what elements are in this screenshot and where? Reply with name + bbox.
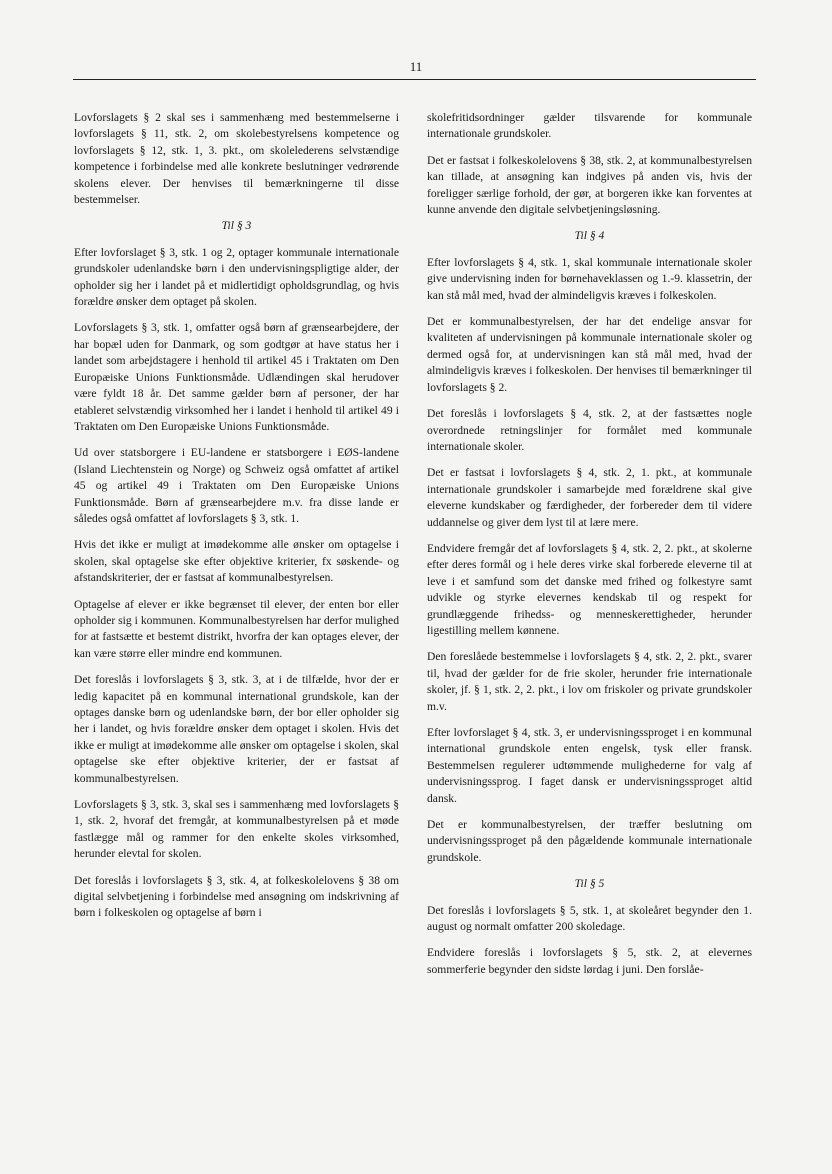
paragraph: Det er kommunalbestyrelsen, der har det endelige ansvar for kvaliteten af undervisningen på kommunale internationale skoler og dermed også for, at undervisningen kan stå mål med, hvad der almindeligvis kræves i folkeskolen. Der henvises til bemærkninger til lovforslagets § 2. bbox=[427, 315, 752, 394]
paragraph: Lovforslagets § 3, stk. 1, omfatter også børn af grænsearbejdere, der har bopæl uden for Danmark, og som godtgør at have status her i landet som arbejdstagere i henhold til artikel 45 i Traktaten om Den Europæiske Unions Funktionsmåde. Udlændingen skal herudover være fyldt 18 år. Det samme gælder børn af personer, der har etableret selvstændig virksomhed her i landet i henhold til artikel 49 i Traktaten om Den Europæiske Unions Funktionsmåde. bbox=[74, 321, 399, 433]
paragraph: Endvidere foreslås i lovforslagets § 5, stk. 2, at elevernes sommerferie begynder den sidste lørdag i juni. Den forslåe- bbox=[427, 946, 752, 976]
paragraph: Det foreslås i lovforslagets § 3, stk. 4, at folkeskolelovens § 38 om digital selvbetjening i forbindelse med ansøgning om indskrivning af børn i folkeskolen og optagelse af børn i bbox=[74, 873, 399, 920]
paragraph: Endvidere fremgår det af lovforslagets § 4, stk. 2, 2. pkt., at skolerne efter deres formål og i hele deres virke skal forberede eleverne til at leve i et samfund som det danske med frihed og folkestyre samt udvikle og styrke elevernes kendskab til og respekt for grundlæggende frihedss- og menneskerettigheder, herunder ligestilling mellem kønnene. bbox=[427, 541, 752, 637]
paragraph: Det foreslås i lovforslagets § 4, stk. 2, at der fastsættes nogle overordnede retningslinjer for formålet med kommunale internationale skoler. bbox=[427, 407, 752, 453]
paragraph: Efter lovforslaget § 3, stk. 1 og 2, optager kommunale internationale grundskoler udenlandske børn i den undervisningspligtige alder, der opholder sig her i landet på et midlertidigt opholdsgrundlag, og hvis forældre ønsker dem optaget på skolen. bbox=[74, 245, 399, 309]
paragraph: Hvis det ikke er muligt at imødekomme alle ønsker om optagelse i skolen, skal optagelse ske efter objektive kriterier, fx søskende- og afstandskriterier, der er fastsat af kommunalbestyrelsen. bbox=[74, 538, 399, 585]
paragraph: Det er fastsat i lovforslagets § 4, stk. 2, 1. pkt., at kommunale internationale grundskoler i samarbejde med forældrene skal give eleverne kundskaber og færdigheder, der forbereder dem til videre uddannelse og giver dem lyst til at lære mere. bbox=[427, 466, 752, 529]
section-heading: Til § 4 bbox=[574, 229, 605, 243]
section-heading: Til § 5 bbox=[574, 877, 605, 891]
paragraph: Det foreslås i lovforslagets § 3, stk. 3, at i de tilfælde, hvor der er ledig kapacitet på en kommunal international grundskole, kan der optages danske børn og udenlandske børn, der bor eller opholder sig her i landet, og hvis forældre ønsker dem optaget i skolen. Hvis det ikke er muligt at imødekomme alle ønsker om optagelse i skolen, skal optagelse ske efter objektive kriterier, der er fastsat af kommunalbestyrelsen. bbox=[74, 673, 399, 785]
page-number: 11 bbox=[409, 59, 423, 74]
left-column bbox=[74, 110, 399, 932]
paragraph: skolefritidsordninger gælder tilsvarende for kommunale internationale grundskoler. bbox=[427, 111, 752, 141]
paragraph: Det foreslås i lovforslagets § 5, stk. 1, at skoleåret begynder den 1. august og normalt omfatter 200 skoledage. bbox=[427, 903, 752, 934]
paragraph: Optagelse af elever er ikke begrænset til elever, der enten bor eller opholder sig i kommunen. Kommunalbestyrelsen har derfor mulighed for at fastsætte et bestemt distrikt, hvorfra der kan optages elever, der kan være større eller mindre end kommunen. bbox=[74, 597, 399, 660]
paragraph: Det er kommunalbestyrelsen, der træffer beslutning om undervisningssproget på den pågældende kommunale internationale grundskole. bbox=[427, 818, 752, 864]
paragraph: Den foreslåede bestemmelse i lovforslagets § 4, stk. 2, 2. pkt., svarer til, hvad der gælder for de frie skoler, herunder frie internationale skoler, jf. § 1, stk. 2, 2. pkt., i lov om friskoler og private grundskoler m.v. bbox=[427, 650, 752, 713]
paragraph: Ud over statsborgere i EU-landene er statsborgere i EØS-landene (Island Liechtenstein og Norge) og Schweiz også omfattet af artikel 45 og artikel 49 i Traktaten om Den Europæiske Unions Funktionsmåde. Børn af grænsearbejdere m.v. fra disse lande er således også omfattet af lovforslagets § 3, stk. 1. bbox=[74, 446, 399, 525]
paragraph: Efter lovforslagets § 4, stk. 1, skal kommunale internationale skoler give undervisning inden for børnehaveklassen og 1.-9. klassetrin, der kan stå mål med, hvad der almindeligvis kræves i folkeskolen. bbox=[427, 255, 752, 302]
right-column bbox=[427, 110, 752, 988]
paragraph: Efter lovforslaget § 4, stk. 3, er undervisningssproget i en kommunal international grundskole enten engelsk, tysk eller fransk. Bestemmelsen regulerer udtømmende mulighederne for valg af undervisningssprog. I faget dansk er undervisningssproget altid dansk. bbox=[427, 726, 752, 805]
paragraph: Lovforslagets § 2 skal ses i sammenhæng med bestemmelserne i lovforslagets § 11, stk. 2, om skolebestyrelsens kompetence og lovforslagets § 12, stk. 1, 3. pkt., om skolelederens selvstændige kompetence i forbindelse med alle konkrete beslutninger vedrørende skolens elever. Der henvises til bemærkningerne til disse bestemmelser. bbox=[74, 111, 399, 207]
paragraph: Lovforslagets § 3, stk. 3, skal ses i sammenhæng med lovforslagets § 1, stk. 2, hvoraf det fremgår, at kommunalbestyrelsen på et møde fastlægge mål og rammer for den enkelte skoles virksomhed, herunder elevtal for skolen. bbox=[74, 798, 399, 861]
section-heading: Til § 3 bbox=[221, 219, 252, 233]
header-rule bbox=[73, 79, 756, 80]
paragraph: Det er fastsat i folkeskolelovens § 38, stk. 2, at kommunalbestyrelsen kan tillade, at ansøgning kan indgives på anden vis, hvis der foreligger særlige forhold, der gør, at borgeren ikke kan forventes at kunne anvende den digitale selvbetjeningsløsning. bbox=[427, 153, 752, 217]
